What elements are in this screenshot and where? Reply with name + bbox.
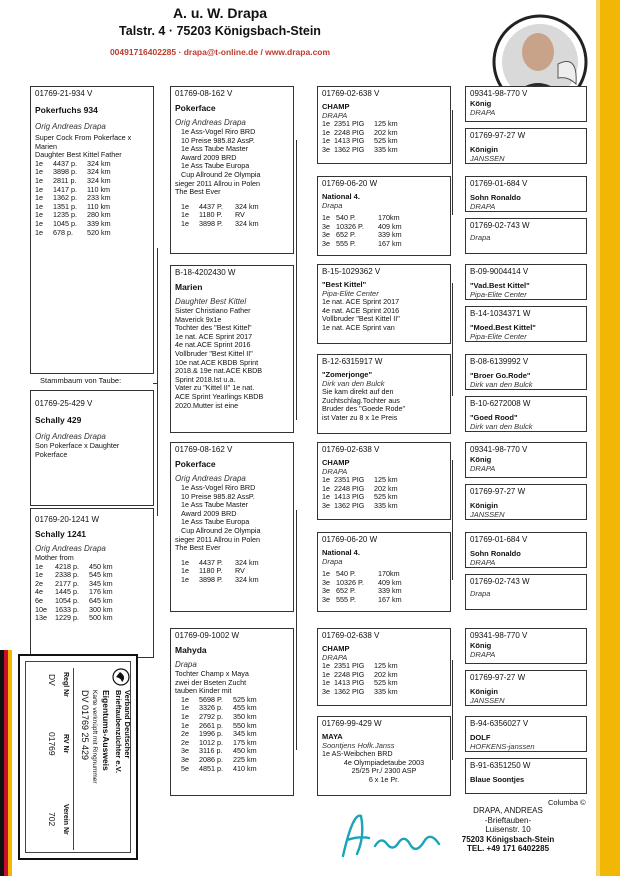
card-col2-val: 01769 [47,732,57,756]
g4-box-9[interactable]: 01769-97-27 W Königin JANSSEN [465,484,587,520]
signature-icon [335,806,445,862]
father-box[interactable]: 01769-25-429 V Schally 429 Orig Andreas Drapa Son Pokerface x Daughter Pokerface [30,390,154,506]
card-col3-val: 702 [47,812,57,827]
g2-box-0[interactable]: 01769-08-162 V Pokerface Orig Andreas Drapa 1e Ass-Vogel Riro BRD 10 Preise 985.82 AssP. 1e Ass Taube Master Award 2009 BRD 1e Ass Taube Europa Cup Allround 2e Olympia sieger 2011 Allrou in Polen The Best Ever 1e 4437 P. 324 km 1e 1180 P. RV 1e 3898 P. 324 km [170,86,294,254]
g3-box-7[interactable]: 01769-99-429 W MAYA Soontjens Hofk.Janss 1e AS-Weibchen BRD 4e Olympiadetaube 2003 25/25 Pr./ 2300 ASP 6 x 1e Pr. [317,716,451,796]
header-name: A. u. W. Drapa [172,5,268,21]
flag-stripe-gold [8,650,12,876]
g4-box-12[interactable]: 09341-98-770 V König DRAPA [465,628,587,664]
g4-box-3[interactable]: 01769-02-743 W Drapa [465,218,587,254]
g4-box-7[interactable]: B-10-6272008 W "Goed Rood" Dirk van den Bulck [465,396,587,432]
card-org1: Verband Deutscher [123,690,132,759]
card-title: Eigentums-Ausweis [101,690,111,771]
g4-box-13[interactable]: 01769-97-27 W Königin JANSSEN [465,670,587,706]
mother-name: Schally 1241 [35,529,87,539]
g4-box-0[interactable]: 09341-98-770 V König DRAPA [465,86,587,122]
g4-box-11[interactable]: 01769-02-743 W Drapa [465,574,587,610]
g3-box-6[interactable]: 01769-02-638 V CHAMP DRAPA 1e 2351 PIG 125 km 1e 2248 PIG 202 km 1e 1413 PIG 525 km 3e 1362 PIG 335 km [317,628,451,706]
stammbaum-label: Stammbaum von Taube: [40,376,122,385]
mother-box[interactable]: 01769-20-1241 W Schally 1241 Orig Andreas Drapa Mother from 1e 4218 p. 450 km 1e 2338 p. 545 km 2e 2177 p. 345 km 4e 1445 p. 176 km 6e 1054 p. 645 km 10e 1633 p. 300 km 13e 1229 p. 500 km [30,508,154,658]
g3-box-5[interactable]: 01769-06-20 W National 4. Drapa 1e 540 P. 170km 3e 10326 P. 409 km 3e 652 P. 339 km 3e 555 P. 167 km [317,532,451,612]
g4-box-10[interactable]: 01769-01-684 V Sohn Ronaldo DRAPA [465,532,587,568]
header-address: Talstr. 4 · 75203 Königsbach-Stein [119,24,321,38]
vdbt-logo-icon [112,668,130,686]
father-breeder: Orig Andreas Drapa [35,432,106,441]
card-col3-head: Verein Nr [62,804,69,835]
g3-box-0[interactable]: 01769-02-638 V CHAMP DRAPA 1e 2351 PIG 125 km 1e 2248 PIG 202 km 1e 1413 PIG 525 km 3e 1362 PIG 335 km [317,86,451,164]
g4-box-1[interactable]: 01769-97-27 W Königin JANSSEN [465,128,587,164]
g3-box-4[interactable]: 01769-02-638 V CHAMP DRAPA 1e 2351 PIG 125 km 1e 2248 PIG 202 km 1e 1413 PIG 525 km 3e 1362 PIG 335 km [317,442,451,520]
g2-box-1[interactable]: B-18-4202430 W Marien Daughter Best Kittel Sister Christiano Father Maverick 9x1e Tochter des "Best Kittel" 1e nat. ACE Sprint 2017 4e nat.ACE Sprint 2016 Vollbruder "Best Kittel II" 10e nat.ACE KBDB Sprint 2018.& 19e nat.ACE KBDB Sprint 2018.Ist u.a. Vater zu "Kittel II" 1e nat. ACE Sprint Yearlings KBDB 2020.Mutter ist eine [170,265,294,433]
owner-stamp [438,806,578,854]
g4-box-6[interactable]: B-08-6139992 V "Broer Go.Rode" Dirk van den Bulck [465,354,587,390]
main-ring: 01769-21-934 V [35,89,93,98]
flag-stripe-inner [596,0,600,876]
card-col2-head: RV Nr [62,734,69,754]
owner-line4: TEL. +49 171 6402285 [466,844,550,853]
owner-line1: -Brieftauben- [484,815,532,825]
g4-box-5[interactable]: B-14-1034371 W "Moed.Best Kittel" Pipa-Elite Center [465,306,587,342]
g4-box-8[interactable]: 09341-98-770 V König DRAPA [465,442,587,478]
columba-credit: Columba © [548,798,586,807]
main-results: 1e 4437 p. 324 km 1e 3898 p. 324 km 1e 2811 p. 324 km 1e 1417 p. 110 km 1e 1362 p. 233 km 1e 1351 p. 110 km 1e 1235 p. 280 km 1e 1045 p. 339 km 1e 678 p. 520 km [35,158,111,237]
g4-box-15[interactable]: B-91-6351250 W Blaue Soontjes [465,758,587,794]
g2-box-2[interactable]: 01769-08-162 V Pokerface Orig Andreas Drapa 1e Ass-Vogel Riro BRD 10 Preise 985.82 AssP. 1e Ass Taube Master Award 2009 BRD 1e Ass Taube Europa Cup Allround 2e Olympia sieger 2011 Allrou in Polen The Best Ever 1e 4437 P. 324 km 1e 1180 P. RV 1e 3898 P. 324 km [170,442,294,612]
card-col1-val: DV [47,674,57,686]
main-breeder: Orig Andreas Drapa [35,122,106,131]
main-lines: Super Cock From Pokerface x Marien Daughter Best Kittel Father [35,133,132,160]
main-name: Pokerfuchs 934 [35,105,98,115]
signature [335,806,445,862]
card-col1-head: Regl Nr [62,672,69,697]
mother-breeder: Orig Andreas Drapa [35,544,106,553]
g3-box-3[interactable]: B-12-6315917 W "Zomerjonge" Dirk van den Bulck Sie kam direkt auf den Zuchtschlag.Tochter aus Bruder des "Goede Rode" ist Vater zu 8 x 1e Preis [317,354,451,434]
header-contact: 00491716402285 · drapa@t-online.de / www.drapa.com [109,47,331,57]
father-ring: 01769-25-429 V [35,399,93,408]
owner-line2: Luisenstr. 10 [485,825,531,834]
owner-line3: 75203 Königsbach-Stein [461,834,555,844]
g3-box-2[interactable]: B-15-1029362 V "Best Kittel" Pipa-Elite Center 1e nat. ACE Sprint 2017 4e nat. ACE Sprint 2016 Vollbruder "Best Kittel II" 1e nat. ACE Sprint van [317,264,451,344]
father-name: Schally 429 [35,415,82,425]
owner-name: DRAPA, ANDREAS [473,806,543,815]
g4-box-14[interactable]: B-94-6356027 V DOLF HOFKENS-janssen [465,716,587,752]
mother-ring: 01769-20-1241 W [35,515,100,524]
card-org2: Brieftaubenzüchter e.V. [114,690,123,774]
card-subtitle: Karte verknüpft mit Ringnummer [91,690,98,784]
card-ringnum: DV 01769 25 429 [80,690,90,761]
main-pigeon-box[interactable] [30,86,154,374]
ownership-card[interactable] [18,654,138,860]
g4-box-4[interactable]: B-09-9004414 V "Vad.Best Kittel" Pipa-Elite Center [465,264,587,300]
mother-results: 1e 4218 p. 450 km 1e 2338 p. 545 km 2e 2177 p. 345 km 4e 1445 p. 176 km 6e 1054 p. 645 km 10e 1633 p. 300 km 13e 1229 p. 500 km [35,561,113,623]
flag-stripe-yellow [600,0,620,876]
g4-box-2[interactable]: 01769-01-684 V Sohn Ronaldo DRAPA [465,176,587,212]
g3-box-1[interactable]: 01769-06-20 W National 4. Drapa 1e 540 P. 170km 3e 10326 P. 409 km 3e 652 P. 339 km 3e 555 P. 167 km [317,176,451,256]
g2-box-3[interactable]: 01769-09-1002 W Mahyda Drapa Tochter Champ x Maya zwei der Bseten Zucht tauben Kinder mit 1e 5698 P. 525 km 1e 3326 p. 455 km 1e 2792 p. 350 km 1e 2661 p. 550 km 2e 1996 p. 345 km 2e 1012 p. 175 km 3e 3116 p. 450 km 3e 2086 p. 225 km 5e 4851 p. 410 km [170,628,294,796]
